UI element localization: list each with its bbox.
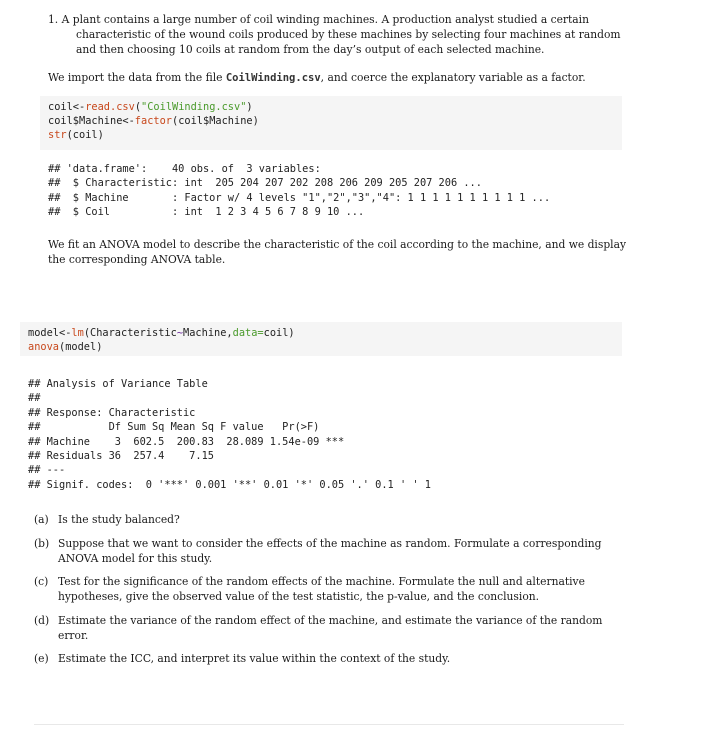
output-line: ## 'data.frame': 40 obs. of 3 variables: — [48, 163, 321, 175]
output-line: ## $ Machine : Factor w/ 4 levels "1","2","3","4": 1 1 1 1 1 1 1 1 1 1 ... — [48, 191, 551, 204]
code-line-model: model<-lm(Characteristic~Machine,data=coil) — [28, 327, 295, 339]
part-d: (d) Estimate the variance of the random effect of the machine, and estimate the variance of the random error. — [34, 614, 603, 642]
question-number: 1. — [48, 13, 59, 26]
filename: CoilWinding.csv — [225, 72, 321, 84]
output-line: ## $ Characteristic: int 205 204 207 202 208 206 209 205 207 206 ... — [48, 177, 482, 190]
part-label: (b) — [34, 537, 50, 550]
question-line-1: 1. A plant contains a large number of coil winding machines. A production analyst studied a certain — [48, 13, 589, 26]
code-line-1: coil<-read.csv("CoilWinding.csv") — [48, 101, 253, 113]
anova-output — [28, 377, 431, 492]
output-line: ## — [28, 392, 41, 405]
code-line-anova: anova(model) — [28, 341, 103, 353]
import-paragraph: We import the data from the file CoilWinding.csv, and coerce the explanatory variable as a factor. — [48, 71, 586, 84]
output-line: ## Residuals 36 257.4 7.15 — [28, 450, 214, 463]
question-line-3: and then choosing 10 coils at random from the day’s output of each selected machine. — [76, 43, 545, 56]
question-line-2: characteristic of the wound coils produced by these machines by selecting four machines at random — [76, 28, 621, 41]
bottom-divider — [34, 724, 624, 725]
output-line: ## Analysis of Variance Table — [28, 378, 208, 390]
part-b: (b) Suppose that we want to consider the effects of the machine as random. Formulate a corresponding ANOVA model for this study. — [34, 537, 602, 565]
output-line: ## Signif. codes: 0 '***' 0.001 '**' 0.01 '*' 0.05 '.' 0.1 ' ' 1 — [28, 478, 431, 491]
output-line: ## Machine 3 602.5 200.83 28.089 1.54e-09 *** — [28, 435, 345, 448]
part-c: (c) Test for the significance of the random effects of the machine. Formulate the null and alternative hypotheses, give the observed value of the test statistic, the p-value, and the conclusion. — [34, 575, 585, 603]
part-e: (e) Estimate the ICC, and interpret its value within the context of the study. — [34, 652, 451, 665]
code-line-2: coil$Machine<-factor(coil$Machine) — [48, 115, 259, 127]
anova-paragraph: We fit an ANOVA model to describe the characteristic of the coil according to the machine, and we display the corresponding ANOVA table. — [48, 238, 627, 266]
code-block-import — [40, 96, 622, 150]
code-block-model — [20, 322, 622, 356]
str-output — [48, 162, 550, 220]
code-line-3: str(coil) — [48, 129, 104, 141]
part-label: (c) — [34, 575, 49, 588]
part-label: (a) — [34, 513, 49, 526]
part-label: (e) — [34, 652, 49, 665]
question-intro — [48, 12, 632, 57]
output-line: ## --- — [28, 464, 66, 477]
part-label: (d) — [34, 614, 50, 627]
output-line: ## Response: Characteristic — [28, 406, 196, 419]
part-a: (a) Is the study balanced? — [34, 513, 180, 526]
output-line: ## Df Sum Sq Mean Sq F value Pr(>F) — [28, 421, 320, 434]
output-line: ## $ Coil : int 1 2 3 4 5 6 7 8 9 10 ... — [48, 206, 365, 219]
